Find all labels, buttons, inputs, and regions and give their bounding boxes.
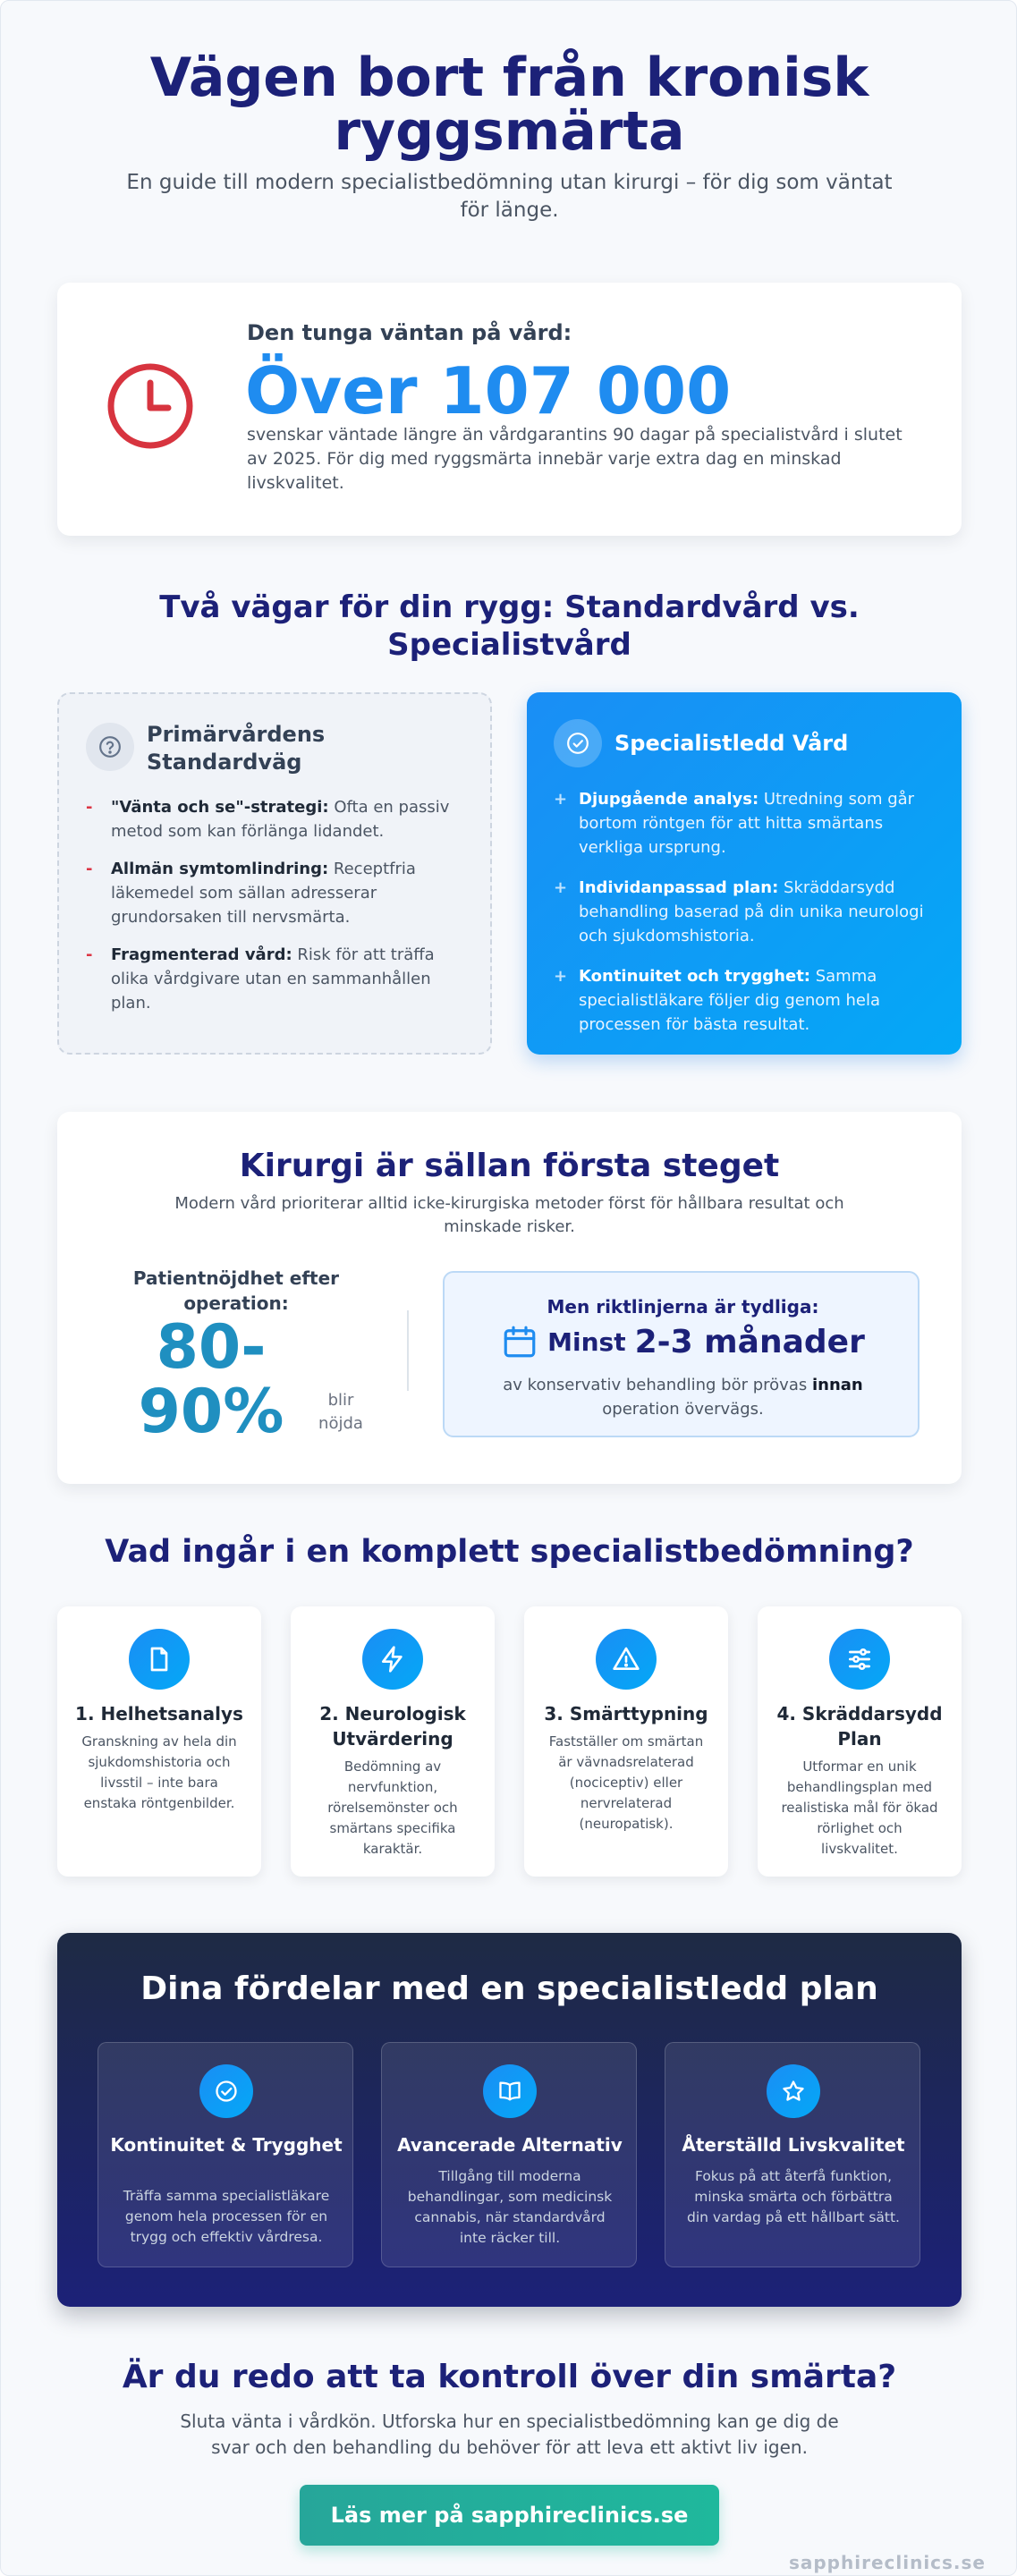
cta-subtitle: Sluta vänta i vårdkön. Utforska hur en specialistbedömning kan ge dig de svar och den behandling du behöver för att leva ett aktivt liv igen.: [180, 2411, 839, 2458]
standard-care-heading-line-2: Standardväg: [147, 750, 302, 775]
list-item: [86, 943, 462, 1015]
clock-icon: [106, 361, 195, 451]
list-item: [554, 964, 938, 1037]
document-icon: [129, 1629, 190, 1690]
step-title: 1. Helhetsanalys: [75, 1703, 243, 1724]
cta-title: Är du redo att ta kontroll över din smärta?: [122, 2359, 897, 2395]
minus-bullet: -: [86, 945, 93, 964]
item-title: Allmän symtomlindring:: [111, 860, 329, 878]
step-title: 2. Neurologisk Utvärdering: [319, 1703, 466, 1750]
check-circle-icon: [554, 719, 602, 767]
specialist-care-heading: Specialistledd Vård: [614, 731, 849, 756]
guideline-desc-after: operation övervägs.: [602, 1400, 764, 1419]
benefit-card-3: [665, 2042, 920, 2267]
item-text: Samma specialistläkare följer dig genom hela processen för bästa resultat.: [579, 967, 881, 1034]
item-title: "Vänta och se"-strategi:: [111, 798, 329, 817]
step-description: Granskning av hela din sjukdomshistoria och livsstil – inte bara enstaka röntgenbilder.: [81, 1733, 237, 1811]
divider: [407, 1310, 409, 1391]
specialist-care-card: [527, 692, 962, 1055]
item-text: Ofta en passiv metod som kan förlänga lidandet.: [111, 798, 450, 841]
book-icon: [483, 2064, 537, 2118]
step-card-2: [291, 1606, 495, 1877]
benefit-title: Kontinuitet & Trygghet: [110, 2134, 343, 2156]
guideline-prefix: Minst: [547, 1326, 626, 1357]
minus-bullet: -: [86, 860, 93, 878]
step-card-1: [57, 1606, 261, 1877]
guideline-value-row: [445, 1323, 921, 1360]
assessment-section-title: Vad ingår i en komplett specialistbedömning?: [105, 1534, 914, 1570]
list-item: [86, 795, 462, 843]
read-more-button[interactable]: Läs mer på sapphireclinics.se: [300, 2485, 719, 2546]
lightning-icon: [362, 1629, 423, 1690]
item-text: Skräddarsydd behandling baserad på din unika neurologi och sjukdomshistoria.: [579, 878, 924, 945]
standard-care-heading: [147, 721, 325, 776]
page-title: [90, 47, 928, 163]
calendar-icon: [501, 1323, 538, 1360]
step-title: 4. Skräddarsydd Plan: [776, 1703, 943, 1750]
plus-bullet: +: [554, 878, 568, 897]
stat-label: Den tunga väntan på vård:: [247, 320, 572, 345]
stat-description: svenskar väntade längre än vårdgarantins 90 dagar på specialistvård i slutet av 2025. För dig med ryggsmärta innebär varje extra dag en minskad livskvalitet.: [247, 425, 903, 493]
guideline-heading: Men riktlinjerna är tydliga:: [547, 1296, 819, 1318]
guideline-value: 2-3 månader: [634, 1323, 865, 1360]
step-description: Fastställer om smärtan är vävnadsrelaterad (nociceptiv) eller nervrelaterad (neuropatisk).: [548, 1733, 704, 1832]
sliders-icon: [829, 1629, 890, 1690]
guideline-box: [443, 1271, 920, 1437]
step-card-4: [758, 1606, 962, 1877]
item-title: Kontinuitet och trygghet:: [579, 967, 810, 986]
standard-care-list: [86, 795, 462, 1029]
satisfaction-value: [131, 1312, 292, 1447]
page-title-line-1: Vägen bort från kronisk: [149, 47, 869, 109]
benefits-title: Dina fördelar med en specialistledd plan: [140, 1970, 878, 2007]
stat-value: Över 107 000: [245, 353, 732, 428]
guideline-desc-before: av konservativ behandling bör prövas: [503, 1376, 812, 1394]
benefit-title: Avancerade Alternativ: [397, 2134, 623, 2156]
list-item: [86, 857, 462, 929]
standard-care-card: [57, 692, 492, 1055]
paths-section-title: Två vägar för din rygg: Standardvård vs. Specialistvård: [159, 589, 860, 663]
step-description: Utformar en unik behandlingsplan med realistiska mål för ökad rörlighet och livskvalitet.: [781, 1758, 938, 1857]
step-description: Bedömning av nervfunktion, rörelsemönster och smärtans specifika karaktär.: [327, 1758, 458, 1857]
benefit-description: Tillgång till moderna behandlingar, som medicinsk cannabis, när standardvård inte räcker till.: [407, 2168, 613, 2246]
benefit-description: Fokus på att återfå funktion, minska smärta och förbättra din vardag på ett hållbart sätt.: [687, 2168, 900, 2225]
satisfaction-value-line-2: 90%: [138, 1377, 284, 1447]
specialist-care-list: [554, 787, 938, 1053]
item-text: Utredning som går bortom röntgen för att hitta smärtans verkliga ursprung.: [579, 790, 915, 857]
question-circle-icon: [86, 723, 134, 771]
satisfaction-note: blir nöjda: [318, 1391, 363, 1433]
footer-brand: sapphireclinics.se: [788, 2552, 986, 2573]
item-title: Djupgående analys:: [579, 790, 759, 809]
surgery-subtitle: Modern vård prioriterar alltid icke-kirurgiska metoder först för hållbara resultat och minskade risker.: [174, 1194, 844, 1236]
item-title: Individanpassad plan:: [579, 878, 779, 897]
list-item: [554, 787, 938, 860]
item-title: Fragmenterad vård:: [111, 945, 292, 964]
benefit-card-2: [381, 2042, 637, 2267]
warning-triangle-icon: [596, 1629, 657, 1690]
standard-care-heading-line-1: Primärvårdens: [147, 722, 326, 747]
benefit-title: Återställd Livskvalitet: [682, 2134, 905, 2156]
item-text: Receptfria läkemedel som sällan adresserar grundorsaken till nervsmärta.: [111, 860, 416, 927]
benefits-panel: [57, 1933, 962, 2307]
item-text: Risk för att träffa olika vårdgivare utan en sammanhållen plan.: [111, 945, 435, 1013]
minus-bullet: -: [86, 798, 93, 817]
waiting-stat-card: [57, 283, 962, 536]
page-subtitle: En guide till modern specialistbedömning utan kirurgi – för dig som väntat för länge.: [126, 171, 893, 222]
plus-bullet: +: [554, 967, 568, 986]
surgery-title: Kirurgi är sällan första steget: [239, 1148, 780, 1184]
guideline-description: [462, 1373, 903, 1421]
satisfaction-value-line-1: 80-: [156, 1312, 267, 1383]
satisfaction-label: Patientnöjdhet efter operation:: [132, 1267, 340, 1314]
check-circle-icon: [199, 2064, 253, 2118]
surgery-card: [57, 1112, 962, 1484]
benefit-card-1: [97, 2042, 353, 2267]
star-icon: [767, 2064, 820, 2118]
plus-bullet: +: [554, 790, 568, 809]
benefit-description: Träffa samma specialistläkare genom hela processen för en trygg och effektiv vårdresa.: [123, 2188, 330, 2245]
step-card-3: [524, 1606, 728, 1877]
list-item: [554, 876, 938, 948]
page-title-line-2: ryggsmärta: [334, 100, 685, 163]
guideline-desc-bold: innan: [811, 1376, 863, 1394]
step-title: 3. Smärttypning: [544, 1703, 708, 1724]
